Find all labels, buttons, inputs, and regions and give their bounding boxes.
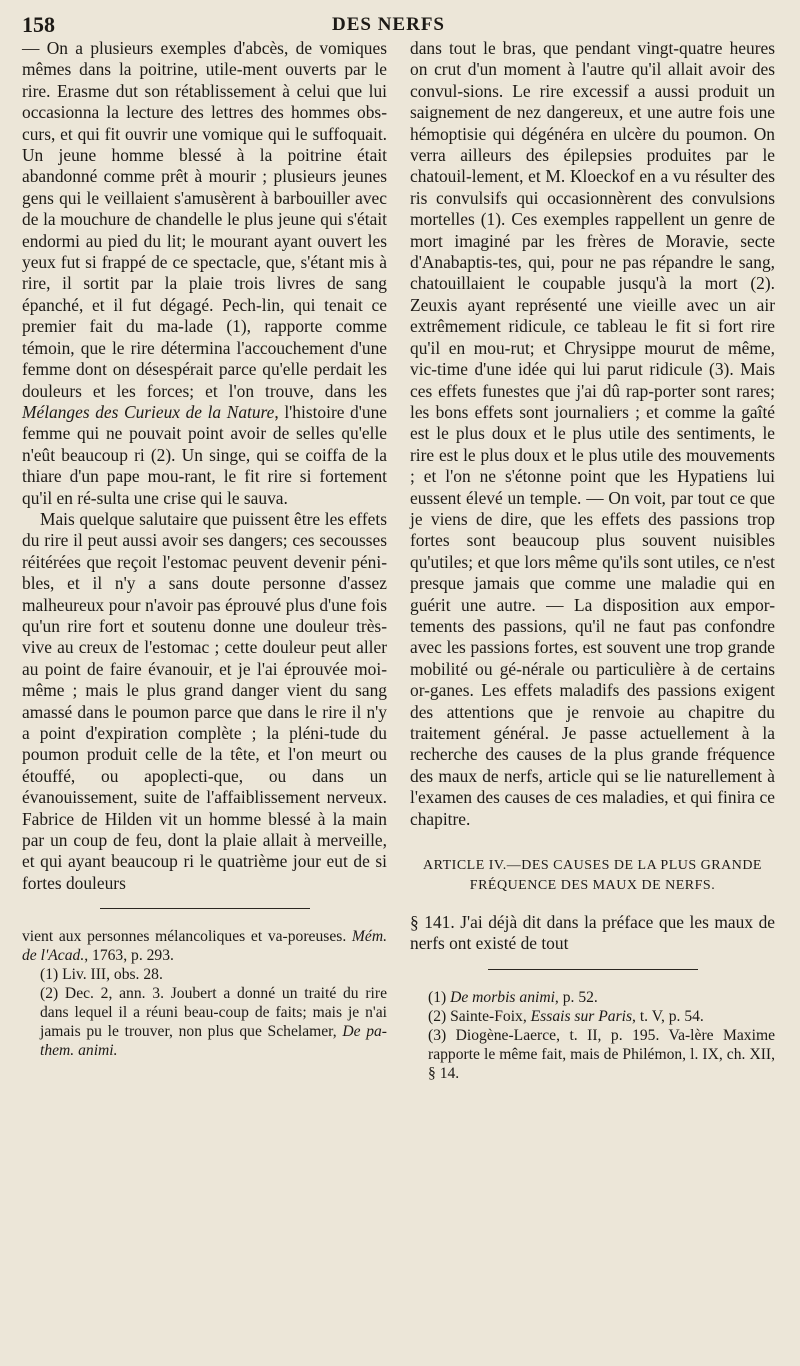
- page-header: [22, 12, 778, 38]
- left-paragraph-2: Mais quelque salutaire que puissent être les effets du rire il peut aussi avoir ses dangers; ces secousses réitérées que reçoit l'estomac peuvent devenir péni-bles, et il n'y a sans doute personne d'assez malheureux pour n'avoir pas éprouvé plus d'une fois qu'un rire fort et soutenu donne une douleur très-vive au creux de l'estomac ; cette douleur peut aller au point de faire évanouir, et je l'ai éprouvée moi-même ; mais le plus grand danger vient du sang amassé dans le poumon parce que dans le rire il n'y a point d'expiration complète ; la pléni-tude du poumon produit celle de la tête, et l'on meurt ou étouffé, ou apoplecti-que, ou dans un évanouissement, suite de l'affaiblissement nerveux. Fabrice de Hilden vit un homme blessé à la main par un coup de feu, dont la plaie allait à merveille, et qui ayant beaucoup ri le quatrième jour eut de si fortes douleurs: [22, 508, 387, 893]
- right-column: [410, 38, 775, 1083]
- footnote-1: (1) Liv. III, obs. 28.: [40, 966, 163, 984]
- section-141: § 141. J'ai déjà dit dans la préface que les maux de nerfs ont existé de tout: [410, 912, 775, 954]
- footnote-2: (2) Dec. 2, ann. 3. Joubert a donné un traité du rire dans lequel il a réuni beau-coup de faits; mais je n'ai jamais pu le trouver, non plus que Schelamer, De pa-them. animi.: [40, 985, 387, 1060]
- article-heading: ARTICLE IV.—DES CAUSES DE LA PLUS GRANDE FRÉQUENCE DES MAUX DE NERFS.: [423, 858, 762, 894]
- book-title: Mélanges des Curieux de la Nature: [22, 401, 275, 422]
- left-footnotes: [22, 927, 387, 1060]
- footnote-continuation: vient aux personnes mélancoliques et va-poreuses. Mém. de l'Acad., 1763, p. 293.: [22, 928, 387, 965]
- left-paragraph-1: — On a plusieurs exemples d'abcès, de vomiques mêmes dans la poitrine, utile-ment ouverts par le rire. Erasme dut son rétablissement à celui que lui occasionna la lecture des lettres des hommes obs-curs, et qui fit ouvrir une vomique qui le suffoquait. Un jeune homme blessé à la poitrine était abandonné comme prêt à mourir ; plusieurs jeunes gens qui le veillaient s'amusèrent à barbouiller avec de la mouchure de chandelle le plus jeune qui s'était endormi au pied du lit; le mourant ayant ouvert les yeux fut si frappé de ce spectacle, que, s'étant mis à rire, il sortit par la plaie trois livres de sang épanché, et il fut dégagé. Pech-lin, qui tenait ce premier fait du ma-lade (1), rapporte comme témoin, que le rire détermina l'accouchement d'une femme dont on désespérait parce qu'elle perdait les douleurs et les forces; et l'on trouve, dans les Mélanges des Curieux de la Nature, l'histoire d'une femme qui ne pouvait point avoir de selles qu'elle n'eût beaucoup ri (2). Un singe, qui se coiffa de la thiare d'un pape mou-rant, le fit rire si fortement qu'il en ré-sulta une crise qui le sauva.: [22, 38, 387, 508]
- right-footnotes: [410, 988, 775, 1083]
- right-footnote-3: (3) Diogène-Laerce, t. II, p. 195. Va-lère Maxime rapporte le même fait, mais de Philémon, l. IX, ch. XII, § 14.: [428, 1026, 775, 1082]
- page-number: 158: [22, 12, 55, 37]
- footnote-divider: [100, 908, 310, 909]
- right-paragraph-1: dans tout le bras, que pendant vingt-quatre heures on crut d'un moment à l'autre qu'il allait avoir des convul-sions. Le rire excessif a aussi produit un saignement de nez dangereux, et une autre fois une hémoptisie qui dégénéra en ulcère du poumon. On verra ailleurs des épilepsies produites par le chatouil-lement, et M. Kloeckof en a vu résulter des ris convulsifs qui occasionnèrent des convulsions mortelles (1). Ces exemples rappellent un genre de mort imaginé par les frères de Moravie, secte d'Anabaptis-tes, qui, pour ne pas répandre le sang, chatouillaient le coupable jusqu'à la mort (2). Zeuxis ayant représenté une vieille avec un air extrêmement ridicule, ce tableau le fit si fort rire qu'il en mou-rut; et Chrysippe mourut de même, vic-time d'une idée qui lui parut ridicule (3). Mais ces effets funestes que j'ai dû rap-porter sont rares; les bons effets sont journaliers ; et comme la gaîté est le plus doux et le plus utile des sentiments, le rire est le plus doux et le plus utile des mouvements ; et l'on ne s'étonne point que les Hypatiens lui eussent élevé un temple. — On voit, par tout ce que je viens de dire, que les effets des passions trop fortes sont beaucoup plus souvent nuisibles qu'utiles; et que lors même qu'ils sont utiles, ce n'est presque jamais que comme une maladie qui en guérit une autre. — La disposition aux empor-tements des passions, qu'il ne faut pas confondre avec les passions fortes, est souvent une trop grande mobilité ou gé-nérale ou particulière à de certains or-ganes. Les effets maladifs des passions exigent des attentions que je renvoie au chapitre du traitement général. Je passe actuellement à la recherche des causes de la plus grande fréquence des maux de nerfs, article qui se lie naturellement à l'examen des causes de ces maladies, et qui finira ce chapitre.: [410, 38, 775, 829]
- left-column: [22, 38, 387, 1060]
- footnote-divider-right: [488, 969, 698, 970]
- right-footnote-1: (1) De morbis animi, p. 52.: [428, 988, 598, 1006]
- right-footnote-2: (2) Sainte-Foix, Essais sur Paris, t. V, p. 54.: [428, 1007, 704, 1025]
- running-head: DES NERFS: [332, 14, 445, 35]
